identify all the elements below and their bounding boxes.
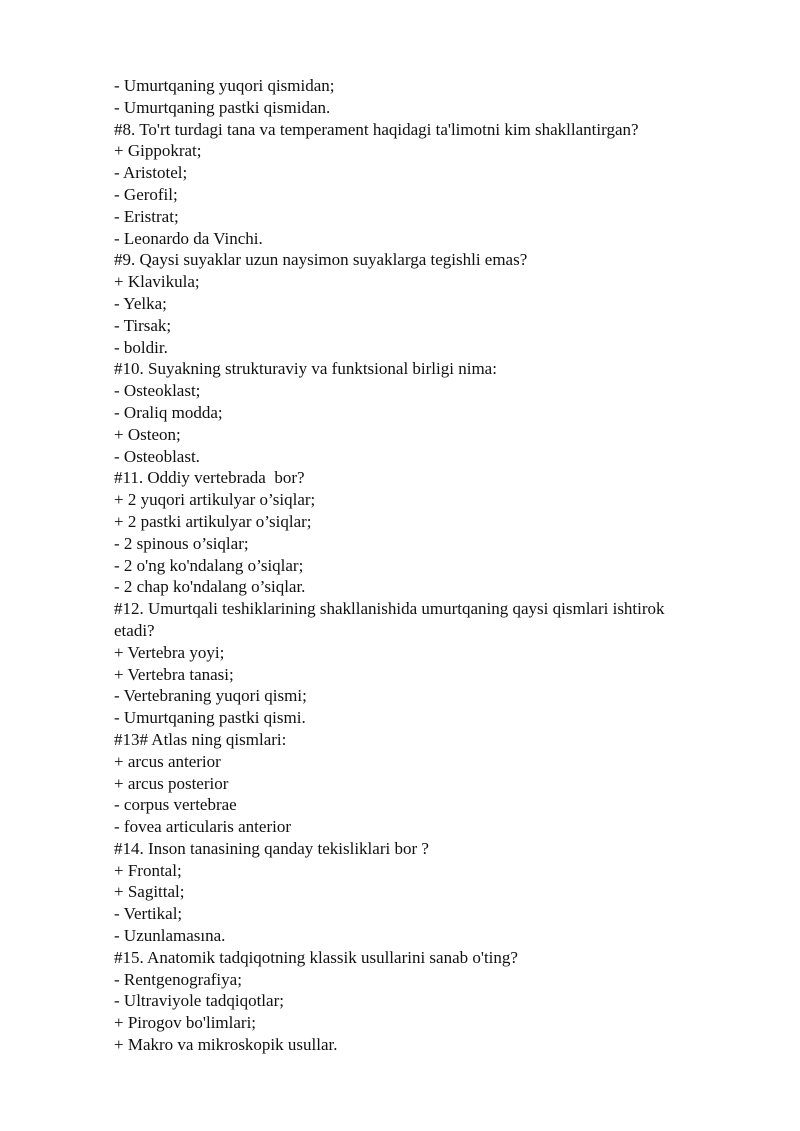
answer-option: - Vertikal; [114, 904, 183, 924]
answer-option: - Oraliq modda; [114, 402, 223, 422]
answer-option: - Vertebraning yuqori qismi; [114, 686, 307, 706]
question-8: #8. To'rt turdagi tana va temperament haqidagi ta'limotni kim shakllantirgan? [114, 119, 639, 139]
answer-option: + Frontal; [114, 860, 182, 880]
answer-option: - 2 spinous o’siqlar; [114, 533, 249, 553]
answer-option: + Makro va mikroskopik usullar. [114, 1035, 338, 1055]
answer-option: - Osteoblast. [114, 446, 200, 466]
answer-option: - Eristrat; [114, 206, 179, 226]
answer-option: + Vertebra tanasi; [114, 664, 234, 684]
answer-option: - Umurtqaning yuqori qismidan; [114, 76, 335, 95]
answer-option: - Leonardo da Vinchi. [114, 228, 263, 248]
answer-option: - Osteoklast; [114, 381, 201, 401]
answer-option: + Osteon; [114, 424, 181, 444]
question-13: #13# Atlas ning qismlari: [114, 729, 287, 749]
answer-option: - Yelka; [114, 293, 167, 313]
answer-option: + arcus posterior [114, 773, 229, 793]
answer-option: + Vertebra yoyi; [114, 642, 225, 662]
answer-option: - 2 o'ng ko'ndalang o’siqlar; [114, 555, 304, 575]
answer-option: - Gerofil; [114, 184, 178, 204]
answer-option: + Klavikula; [114, 272, 200, 292]
answer-option: + arcus anterior [114, 751, 221, 771]
answer-option: - corpus vertebrae [114, 795, 237, 815]
answer-option: + 2 yuqori artikulyar o’siqlar; [114, 490, 316, 510]
answer-option: - fovea articularis anterior [114, 817, 291, 837]
answer-option: - Umurtqaning pastki qismi. [114, 708, 306, 728]
answer-option: - Aristotel; [114, 163, 188, 183]
answer-option: + 2 pastki artikulyar o’siqlar; [114, 511, 312, 531]
answer-option: - boldir. [114, 337, 168, 357]
answer-option: - Uzunlamasına. [114, 926, 226, 946]
answer-option: + Pirogov bo'limlari; [114, 1013, 257, 1033]
answer-option: - Rentgenografiya; [114, 969, 242, 989]
question-12: #12. Umurtqali teshiklarining shakllanishida umurtqaning qaysi qismlari ishtirok [114, 599, 665, 619]
question-9: #9. Qaysi suyaklar uzun naysimon suyaklarga tegishli emas? [114, 250, 528, 270]
answer-option: - Tirsak; [114, 315, 172, 335]
answer-option: + Sagittal; [114, 882, 185, 902]
document-page [114, 75, 734, 1056]
question-12-continuation: etadi? [114, 620, 155, 640]
answer-option: - Umurtqaning pastki qismidan. [114, 97, 331, 117]
answer-option: + Gippokrat; [114, 141, 202, 161]
question-14: #14. Inson tanasining qanday tekisliklari bor ? [114, 838, 429, 858]
answer-option: - Ultraviyole tadqiqotlar; [114, 991, 284, 1011]
question-15: #15. Anatomik tadqiqotning klassik usullarini sanab o'ting? [114, 947, 518, 967]
question-11: #11. Oddiy vertebrada bor? [114, 468, 305, 488]
answer-option: - 2 chap ko'ndalang o’siqlar. [114, 577, 306, 597]
question-10: #10. Suyakning strukturaviy va funktsional birligi nima: [114, 359, 497, 379]
